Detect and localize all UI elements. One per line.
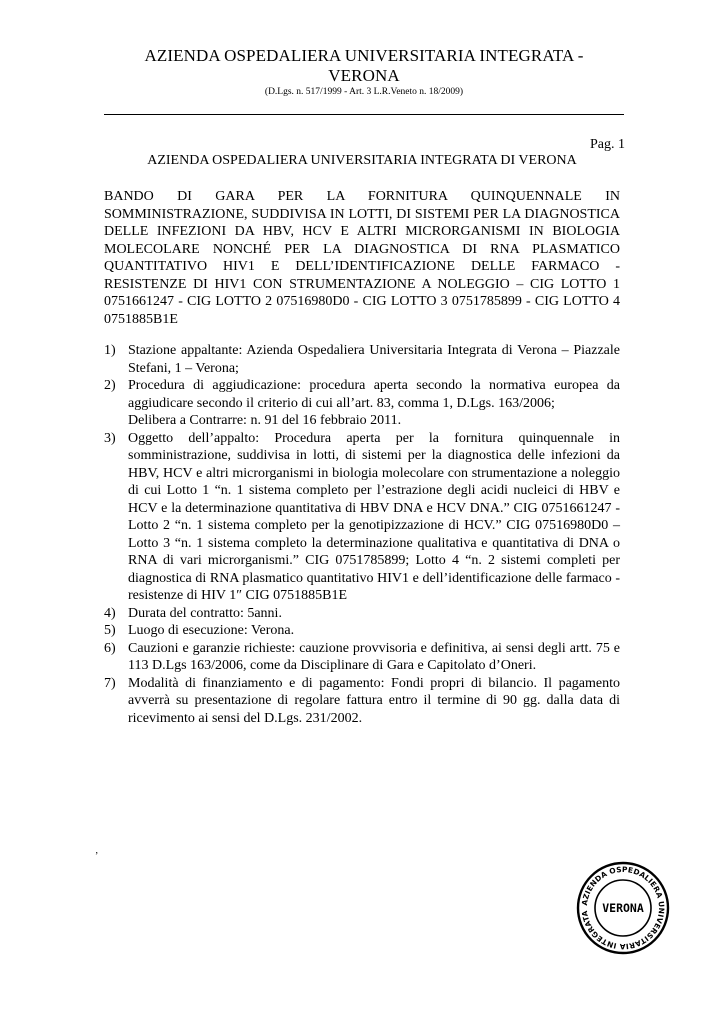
item-number: 2) [104, 378, 116, 393]
item-extra-text: Delibera a Contrarre: n. 91 del 16 febbraio 2011. [128, 413, 402, 428]
organization-line: AZIENDA OSPEDALIERA UNIVERSITARIA INTEGRATA DI VERONA [147, 153, 577, 168]
item-number: 4) [104, 605, 116, 621]
item-text: Cauzioni e garanzie richieste: cauzione provvisoria e definitiva, ai sensi degli artt. 75 e 113 D.Lgs 163/2006, come da Disciplinare di Gara e Capitolato d’Oneri. [128, 640, 620, 673]
item-number: 7) [104, 675, 116, 691]
list-item [104, 640, 620, 675]
item-text: Stazione appaltante: Azienda Ospedaliera Universitaria Integrata di Verona – Piazzale Stefani, 1 – Verona; [128, 343, 620, 376]
tender-heading: BANDO DI GARA PER LA FORNITURA QUINQUENNALE IN SOMMINISTRAZIONE, SUDDIVISA IN LOTTI, DI SISTEMI PER LA DIAGNOSTICA DELLE INFEZIONI DA HBV, HCV E ALTRI MICRORGANISMI IN BIOLOGIA MOLECOLARE NONCHÉ PER LA DIAGNOSTICA DI RNA PLASMATICO QUANTITATIVO HIV1 E DELL’IDENTIFICAZIONE DELLE FARMACO - RESISTENZE DI HIV1 CON STRUMENTAZIONE A NOLEGGIO – CIG LOTTO 1 0751661247 - CIG LOTTO 2 07516980D0 - CIG LOTTO 3 0751785899 - CIG LOTTO 4 0751885B1E [104, 189, 620, 327]
item-text: Procedura di aggiudicazione: procedura aperta secondo la normativa europea da aggiudicare secondo il criterio di cui all’art. 83, comma 1, D.Lgs. 163/2006; [128, 378, 620, 411]
stamp-center-text: VERONA [602, 901, 644, 915]
item-number: 6) [104, 640, 116, 656]
item-text: Durata del contratto: 5anni. [128, 605, 282, 621]
list-item [104, 377, 620, 430]
list-item [104, 675, 620, 728]
item-number: 5) [104, 623, 116, 638]
verona-stamp [576, 861, 670, 955]
document-header [104, 46, 624, 97]
header-title-line1: AZIENDA OSPEDALIERA UNIVERSITARIA INTEGRATA - [144, 46, 584, 65]
header-subtitle: (D.Lgs. n. 517/1999 - Art. 3 L.R.Veneto n. 18/2009) [264, 87, 464, 97]
list-item [104, 342, 620, 377]
item-text: Modalità di finanziamento e di pagamento: Fondi propri di bilancio. Il pagamento avverrà su presentazione di regolare fattura entro il termine di 90 gg. dalla data di ricevimento ai sensi del D.Lgs. 231/2002. [128, 675, 620, 726]
list-item [104, 605, 620, 623]
header-title-line2: VERONA [328, 66, 400, 85]
header-divider [104, 114, 624, 115]
stamp-ring-text: AZIENDA OSPEDALIERA UNIVERSITARIA INTEGRATA [580, 864, 667, 952]
list-item [104, 430, 620, 605]
item-text: Luogo di esecuzione: Verona. [128, 623, 295, 638]
item-text: Oggetto dell’appalto: Procedura aperta per la fornitura quinquennale in somministrazione, suddivisa in lotti, di sistemi per la diagnostica delle infezioni da HBV, HCV e altri microrganismi in biologia molecolare con strumentazione a noleggio di cui Lotto 1 “n. 1 sistema completo per l’estrazione degli acidi nucleici di HBV e HCV e la determinazione quantitativa di HBV DNA e HCV DNA.” CIG 0751661247 - Lotto 2 “n. 1 sistema completo per la genotipizzazione di HCV.” CIG 07516980D0 – Lotto 3 “n. 1 sistema completo la determinazione qualitativa e quantitativa di DNA o RNA di vari microrganismi.” CIG 0751785899; Lotto 4 “n. 2 sistemi completi per diagnostica di RNA plasmatico quantitativo HIV1 e dell’identificazione delle farmaco - resistenze di HIV 1″ CIG 0751885B1E [128, 430, 620, 603]
margin-mark: ‚ [95, 845, 99, 856]
tender-items-list [104, 342, 620, 727]
item-number: 1) [104, 343, 116, 358]
page-number: Pag. 1 [590, 137, 625, 152]
list-item [104, 622, 620, 640]
item-number: 3) [104, 430, 116, 446]
